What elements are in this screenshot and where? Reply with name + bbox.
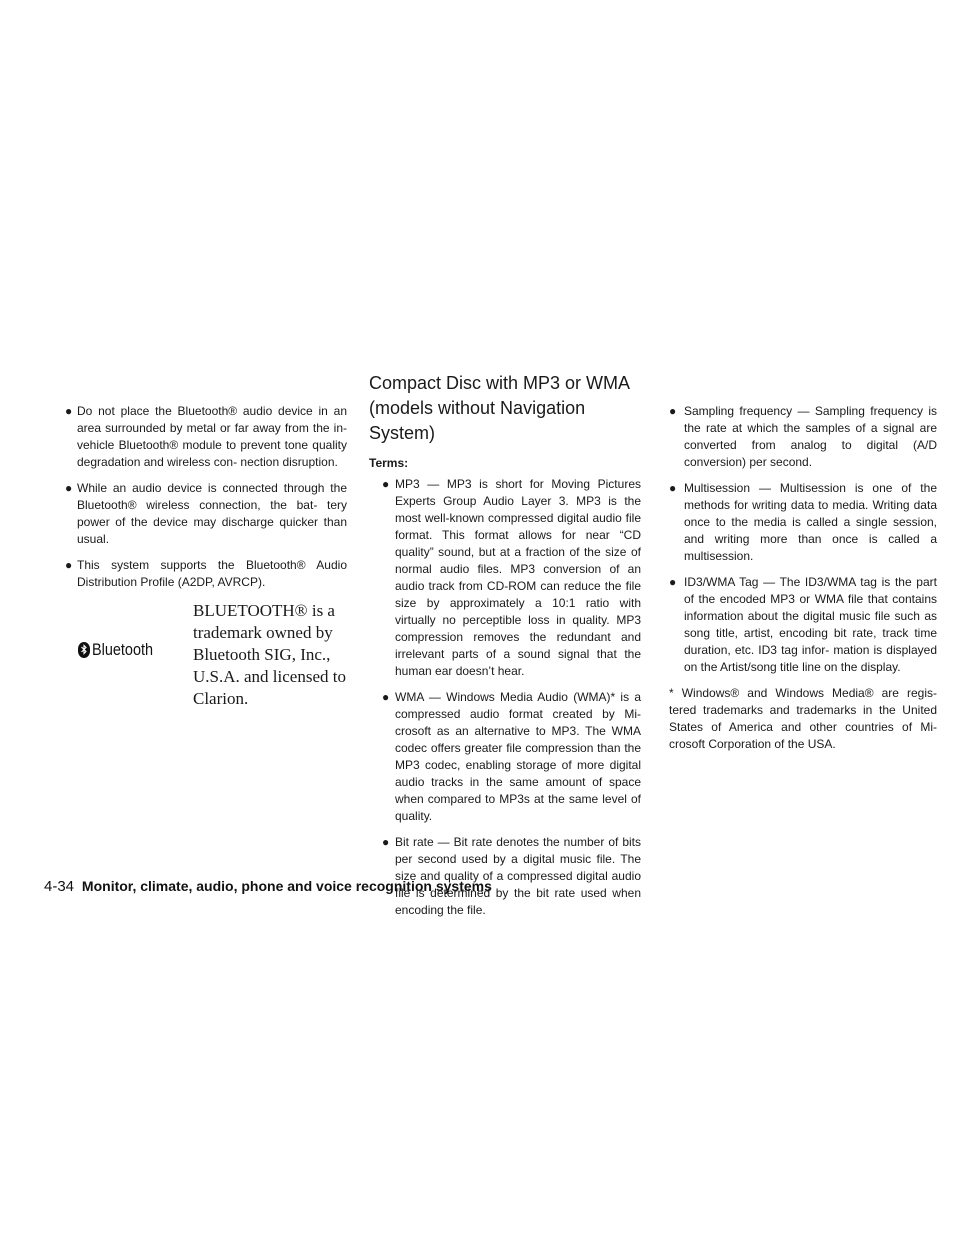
section-title: Monitor, climate, audio, phone and voice recognition systems: [81, 878, 492, 894]
bullet-item: ● Bit rate — Bit rate denotes the number of bits per second used by a digital music file. The size and quality of a compressed digital audio file is determined by the bit rate used when encoding the file.: [382, 835, 641, 917]
bluetooth-wordmark: Bluetooth: [92, 640, 154, 659]
bullet-text: This system supports the Bluetooth® Audio Distribution Profile (A2DP, AVRCP).: [77, 558, 347, 589]
right-column: [669, 403, 937, 753]
bullet-item: ● Sampling frequency — Sampling frequency is the rate at which the samples of a signal are converted from analog to digital (A/D conversion) per second.: [669, 404, 937, 469]
bluetooth-icon: [78, 642, 90, 658]
page-number: 4-34: [44, 878, 75, 895]
bullet-text: Sampling frequency — Sampling frequency is the rate at which the samples of a signal are converted from analog to digital (A/D conversion) per second.: [684, 404, 937, 469]
bullet-text: Do not place the Bluetooth® audio device in an area surrounded by metal or far away from the in-vehicle Bluetooth® module to prevent tone quality degradation and wireless con- nection disruption.: [77, 404, 347, 469]
trademark-block: [78, 600, 348, 708]
bluetooth-logo: [78, 640, 164, 660]
trademark-text: BLUETOOTH® is a trademark owned by Bluetooth SIG, Inc., U.S.A. and licensed to Clarion.: [193, 601, 346, 708]
bullet-item: ● MP3 — MP3 is short for Moving Pictures Experts Group Audio Layer 3. MP3 is the most well-known compressed digital audio file format. This format allows for near “CD quality” sound, but at a fraction of the size of normal audio files. MP3 conversion of an audio track from CD-ROM can reduce the file size by approximately a 10:1 ratio with virtually no perceptible loss in quality. MP3 compression removes the redundant and irrelevant parts of a sound signal that the human ear doesn’t hear.: [382, 477, 641, 678]
section-heading: Compact Disc with MP3 or WMA (models without Navigation System): [369, 373, 630, 443]
bullet-item: ● WMA — Windows Media Audio (WMA)* is a compressed audio format created by Mi- crosoft as an alternative to MP3. The WMA codec offers greater file compression than the MP3 codec, enabling storage of more digital audio tracks in the same amount of space when compared to MP3s at the same level of quality.: [382, 690, 641, 823]
bullet-item: ● ID3/WMA Tag — The ID3/WMA tag is the part of the encoded MP3 or WMA file that contains information about the digital music file such as song title, artist, encoding bit rate, track time duration, etc. ID3 tag infor- mation is displayed on the Artist/song title line on the display.: [669, 575, 937, 674]
terms-label: Terms:: [369, 456, 409, 470]
footnote: * Windows® and Windows Media® are regis- tered trademarks and trademarks in the United States of America and other countries of Mi- crosoft Corporation of the USA.: [669, 686, 937, 751]
bullet-item: ● This system supports the Bluetooth® Audio Distribution Profile (A2DP, AVRCP).: [65, 558, 347, 589]
page-footer: [44, 878, 492, 895]
bullet-text: Multisession — Multisession is one of the methods for writing data to media. Writing data once to the media is called a single session, and writing more than once is called a multisession.: [684, 481, 937, 563]
bullet-text: Bit rate — Bit rate denotes the number of bits per second used by a digital music file. The size and quality of a compressed digital audio file is determined by the bit rate used when encoding the file.: [395, 835, 641, 917]
bullet-text: ID3/WMA Tag — The ID3/WMA tag is the part of the encoded MP3 or WMA file that contains information about the digital music file such as song title, artist, encoding bit rate, track time duration, etc. ID3 tag infor- mation is displayed on the Artist/song title line on the display.: [684, 575, 937, 674]
bullet-item: ● Do not place the Bluetooth® audio device in an area surrounded by metal or far away from the in-vehicle Bluetooth® module to prevent tone quality degradation and wireless con- nection disruption.: [65, 404, 347, 469]
bullet-item: ● Multisession — Multisession is one of the methods for writing data to media. Writing data once to the media is called a single session, and writing more than once is called a multisession.: [669, 481, 937, 563]
bullet-text: WMA — Windows Media Audio (WMA)* is a compressed audio format created by Mi- crosoft as an alternative to MP3. The WMA codec offers greater file compression than the MP3 codec, enabling storage of more digital audio tracks in the same amount of space when compared to MP3s at the same level of quality.: [395, 690, 641, 823]
left-column: [65, 403, 347, 600]
bullet-text: While an audio device is connected through the Bluetooth® wireless connection, the bat- tery power of the device may discharge quicker than usual.: [77, 481, 347, 546]
bullet-item: ● While an audio device is connected through the Bluetooth® wireless connection, the bat- tery power of the device may discharge quicker than usual.: [65, 481, 347, 546]
bullet-text: MP3 — MP3 is short for Moving Pictures Experts Group Audio Layer 3. MP3 is the most well-known compressed digital audio file format. This format allows for near “CD quality” sound, but at a fraction of the size of normal audio files. MP3 conversion of an audio track from CD-ROM can reduce the file size by approximately a 10:1 ratio with virtually no perceptible loss in quality. MP3 compression removes the redundant and irrelevant parts of a sound signal that the human ear doesn’t hear.: [395, 477, 641, 678]
middle-column: [369, 371, 641, 928]
